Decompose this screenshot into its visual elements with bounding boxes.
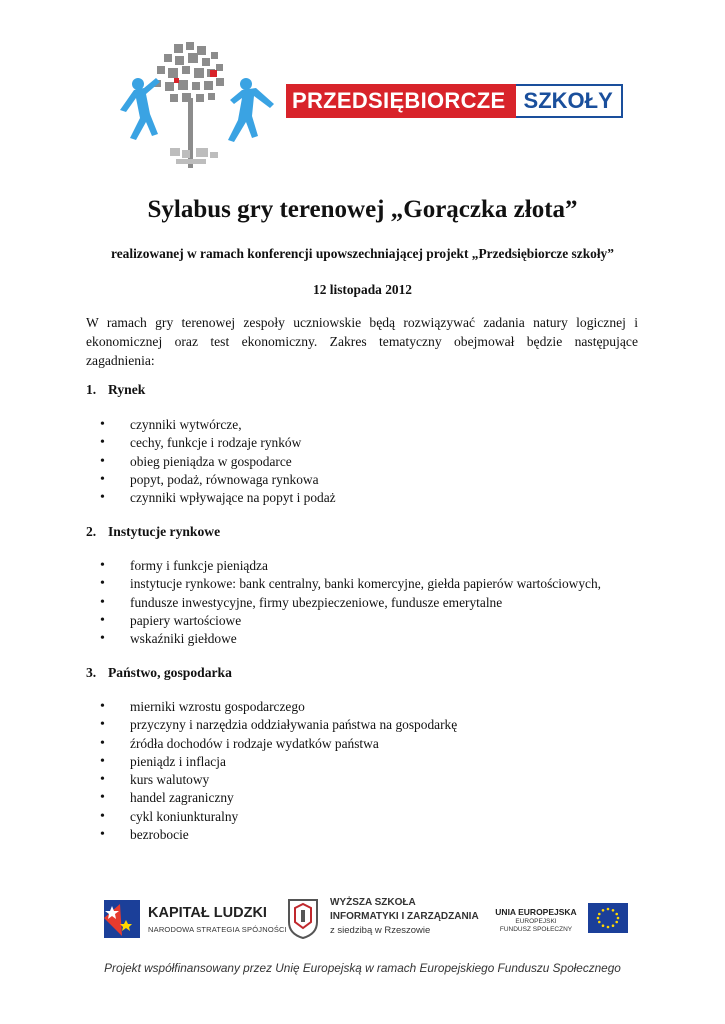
list-item: • papiery wartościowe bbox=[100, 612, 601, 630]
list-item: • popyt, podaż, równowaga rynkowa bbox=[100, 471, 336, 489]
section-title: Rynek bbox=[108, 382, 146, 397]
document-date: 12 listopada 2012 bbox=[313, 282, 412, 297]
eu-flag-icon bbox=[588, 903, 628, 933]
ue-fund-line1: EUROPEJSKI bbox=[515, 918, 557, 925]
section-number: 1. bbox=[86, 382, 97, 397]
list-item: • cechy, funkcje i rodzaje rynków bbox=[100, 434, 336, 452]
wsiz-name-line1: WYŻSZA SZKOŁA bbox=[330, 897, 416, 908]
ue-label: UNIA EUROPEJSKA bbox=[495, 907, 577, 917]
list-item: • handel zagraniczny bbox=[100, 789, 457, 807]
list-item: • mierniki wzrostu gospodarczego bbox=[100, 698, 457, 716]
kapital-ludzki-subtitle: NARODOWA STRATEGIA SPÓJNOŚCI bbox=[148, 925, 287, 934]
wsiz-name-line2: INFORMATYKI I ZARZĄDZANIA bbox=[330, 911, 479, 922]
section-title: Państwo, gospodarka bbox=[108, 665, 232, 680]
list-item: • czynniki wpływające na popyt i podaż bbox=[100, 489, 336, 507]
list-item: • obieg pieniądza w gospodarce bbox=[100, 453, 336, 471]
list-item: • źródła dochodów i rodzaje wydatków państwa bbox=[100, 735, 457, 753]
list-item: • cykl koniunkturalny bbox=[100, 808, 457, 826]
brand-right-label: SZKOŁY bbox=[516, 84, 623, 118]
section-3-list bbox=[100, 698, 457, 844]
section-heading-1 bbox=[86, 382, 145, 398]
list-item: • czynniki wytwórcze, bbox=[100, 416, 336, 434]
wsiz-location: z siedzibą w Rzeszowie bbox=[330, 925, 431, 936]
brand-banner bbox=[286, 84, 623, 118]
kapital-ludzki-title: KAPITAŁ LUDZKI bbox=[148, 905, 267, 921]
list-item: • pieniądz i inflacja bbox=[100, 753, 457, 771]
section-1-list bbox=[100, 416, 336, 507]
section-heading-2 bbox=[86, 524, 220, 540]
list-item: • formy i funkcje pieniądza bbox=[100, 557, 601, 575]
list-item: • wskaźniki giełdowe bbox=[100, 630, 601, 648]
list-item: • bezrobocie bbox=[100, 826, 457, 844]
list-item: • fundusze inwestycyjne, firmy ubezpieczeniowe, fundusze emerytalne bbox=[100, 594, 601, 612]
section-title: Instytucje rynkowe bbox=[108, 524, 221, 539]
section-2-list bbox=[100, 557, 601, 648]
tree-logo-icon bbox=[112, 38, 282, 168]
list-item: • przyczyny i narzędzia oddziaływania państwa na gospodarkę bbox=[100, 716, 457, 734]
document-subtitle: realizowanej w ramach konferencji upowszechniającej projekt „Przedsiębiorcze szkoły” bbox=[111, 246, 614, 261]
brand-left-label: PRZEDSIĘBIORCZE bbox=[286, 84, 516, 118]
section-number: 3. bbox=[86, 665, 97, 680]
list-item: • kurs walutowy bbox=[100, 771, 457, 789]
ue-fund-line2: FUNDUSZ SPOŁECZNY bbox=[499, 926, 573, 933]
document-title: Sylabus gry terenowej „Gorączka złota” bbox=[147, 196, 578, 223]
section-heading-3 bbox=[86, 665, 232, 681]
list-item: • instytucje rynkowe: bank centralny, banki komercyjne, giełda papierów wartościowych, bbox=[100, 575, 601, 593]
wsiz-crest-icon bbox=[286, 896, 320, 940]
section-number: 2. bbox=[86, 524, 97, 539]
kapital-ludzki-icon bbox=[100, 896, 144, 942]
intro-paragraph: W ramach gry terenowej zespoły uczniowskie będą rozwiązywać zadania natury logicznej i ekonomicznej oraz test ekonomiczny. Zakres tematyczny obejmował będzie następujące zagadnienia: bbox=[86, 315, 638, 368]
cofinance-statement: Projekt współfinansowany przez Unię Europejską w ramach Europejskiego Funduszu Społecznego bbox=[104, 961, 621, 975]
